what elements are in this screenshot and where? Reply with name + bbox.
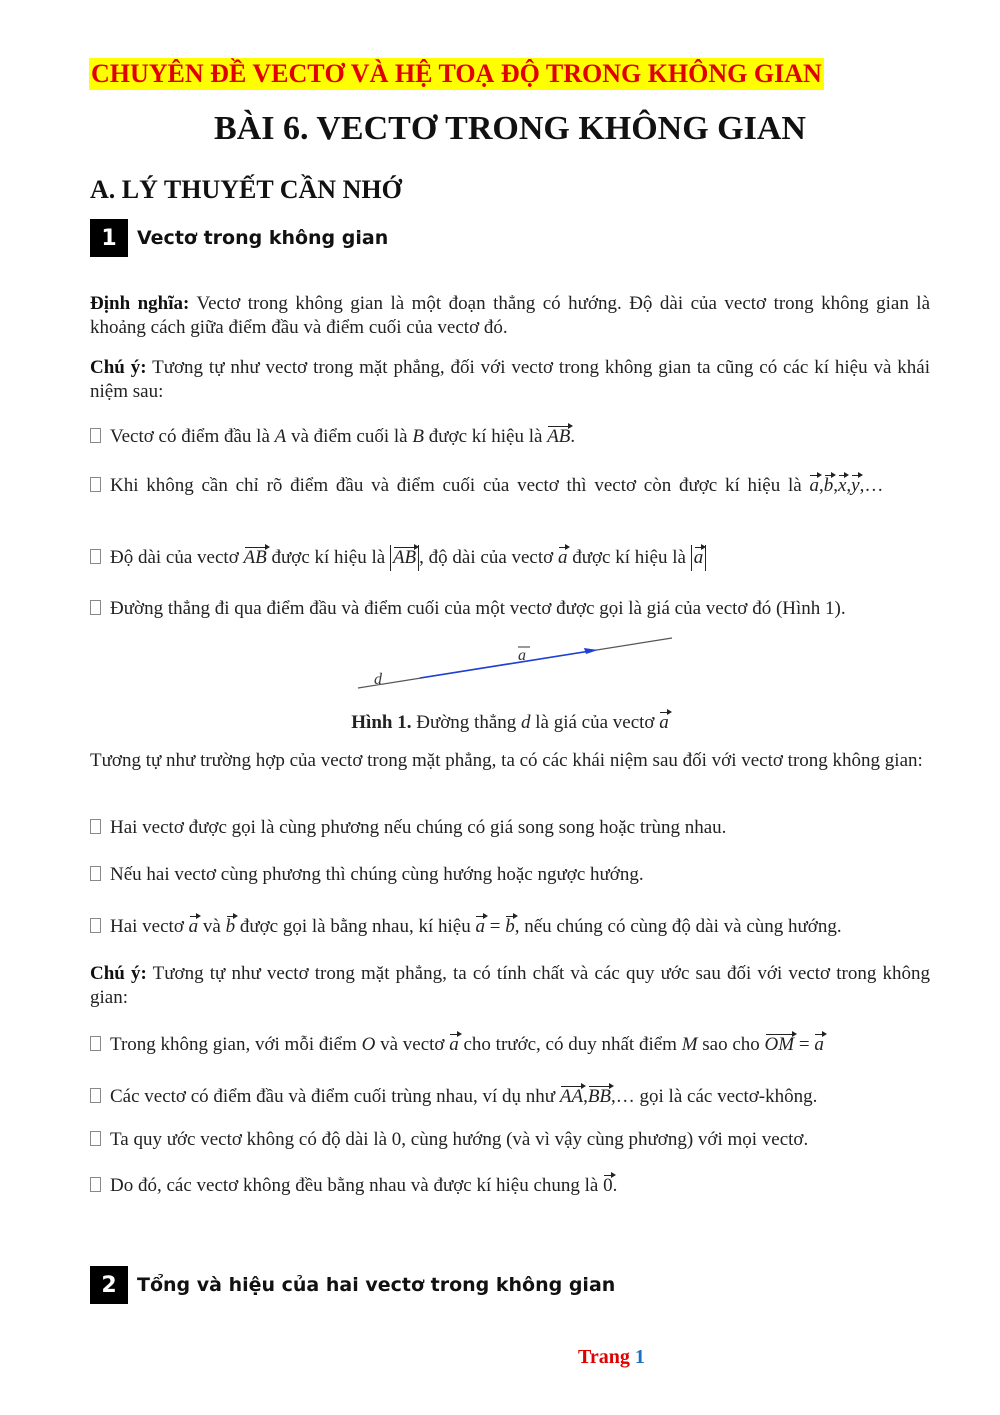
- note-label: Chú ý:: [90, 963, 147, 984]
- checkbox-glyph-icon: [90, 477, 101, 492]
- vector-x: x: [837, 475, 847, 496]
- topic-title: CHUYÊN ĐỀ VECTƠ VÀ HỆ TOẠ ĐỘ TRONG KHÔNG GIAN: [91, 59, 822, 88]
- equals-sign: =: [794, 1034, 815, 1055]
- vector-BB: BB: [587, 1086, 612, 1107]
- note-text: Tương tự như vectơ trong mặt phẳng, ta có tính chất và các quy ước sau đối với vectơ trong không gian:: [90, 963, 931, 1008]
- text: và: [198, 916, 226, 937]
- text: , nếu chúng có cùng độ dài và cùng hướng.: [514, 916, 842, 937]
- page-footer: [578, 1346, 645, 1369]
- vector-a: a: [659, 712, 669, 733]
- equals-sign: =: [484, 916, 506, 937]
- note-paragraph-1: [90, 356, 930, 404]
- text: và điểm cuối là: [286, 426, 413, 447]
- vector-a: a: [693, 547, 704, 568]
- vector-b: b: [823, 475, 834, 496]
- page-label: Trang: [578, 1346, 635, 1368]
- checkbox-glyph-icon: [90, 1036, 101, 1051]
- math-O: O: [361, 1034, 376, 1055]
- label-a: a: [518, 647, 526, 664]
- text: Đường thẳng đi qua điểm đầu và điểm cuối của một vectơ được gọi là giá của vectơ đó (Hình 1).: [110, 598, 846, 619]
- vector-y: y: [851, 475, 860, 496]
- caption-label: Hình 1.: [351, 712, 412, 733]
- vector-AA: AA: [559, 1086, 584, 1107]
- bullet-item: [90, 1173, 935, 1198]
- section-number-badge: 1: [90, 219, 128, 257]
- bullet-item: [90, 1032, 935, 1057]
- figure-1-diagram: [350, 630, 680, 695]
- vector-a: a: [449, 1034, 459, 1055]
- definition-label: Định nghĩa:: [90, 293, 190, 314]
- magnitude-AB: [390, 545, 419, 571]
- text: Các vectơ có điểm đầu và điểm cuối trùng nhau, ví dụ như: [110, 1086, 560, 1107]
- text: .: [612, 1175, 618, 1196]
- checkbox-glyph-icon: [90, 1088, 101, 1103]
- zero-vector: 0: [603, 1175, 613, 1196]
- note-paragraph-2: [90, 962, 930, 1010]
- checkbox-glyph-icon: [90, 549, 101, 564]
- text: Khi không cần chỉ rõ điểm đầu và điểm cuối của vectơ thì vectơ còn được kí hiệu là: [110, 475, 810, 496]
- vector-a: a: [814, 1034, 824, 1055]
- bullet-item: Khi không cần chỉ rõ điểm đầu và điểm cuối của vectơ thì vectơ còn được kí hiệu là a,b,x,y,…: [90, 473, 935, 498]
- bullet-item: [90, 816, 935, 840]
- vector-AB: AB: [547, 426, 571, 447]
- vector-b: b: [225, 916, 236, 937]
- text: Ta quy ước vectơ không có độ dài là 0, cùng hướng (và vì vậy cùng phương) với mọi vectơ.: [110, 1129, 809, 1150]
- bullet-item: [90, 863, 935, 887]
- math-B: B: [412, 426, 424, 447]
- vector-a-shaft: [420, 651, 590, 678]
- text: cho trước, có duy nhất điểm: [458, 1034, 682, 1055]
- section-number-badge: 2: [90, 1266, 128, 1304]
- vector-a: a: [809, 475, 819, 496]
- checkbox-glyph-icon: [90, 600, 101, 615]
- math-A: A: [274, 426, 287, 447]
- page-number: 1: [634, 1346, 645, 1368]
- text: là giá của vectơ: [530, 712, 660, 733]
- text: .: [570, 426, 576, 447]
- section-2-heading: [90, 1266, 615, 1304]
- note-text: Tương tự như vectơ trong mặt phẳng, đối với vectơ trong không gian ta cũng có các kí hiệu và khái niệm sau:: [90, 357, 930, 402]
- bullet-item: [90, 545, 935, 571]
- text: sao cho: [697, 1034, 765, 1055]
- bullet-item: [90, 424, 935, 449]
- text: và vectơ: [375, 1034, 450, 1055]
- section-a-title: A. LÝ THUYẾT CẦN NHỚ: [90, 175, 402, 204]
- vector-b: b: [505, 916, 515, 937]
- bullet-item: [90, 597, 935, 621]
- checkbox-glyph-icon: [90, 1177, 101, 1192]
- text: , độ dài của vectơ: [419, 547, 558, 568]
- text: Hai vectơ được gọi là cùng phương nếu chúng có giá song song hoặc trùng nhau.: [110, 817, 727, 838]
- label-d: d: [374, 671, 382, 688]
- math-d: d: [521, 712, 531, 733]
- section-1-heading: [90, 219, 388, 257]
- vector-OM: OM: [764, 1034, 795, 1055]
- figure-1-caption: [0, 710, 1000, 734]
- math-M: M: [681, 1034, 698, 1055]
- text: được kí hiệu là: [567, 547, 691, 568]
- note-label: Chú ý:: [90, 357, 147, 378]
- section-title: Tổng và hiệu của hai vectơ trong không gian: [137, 1274, 616, 1296]
- checkbox-glyph-icon: [90, 1131, 101, 1146]
- vector-AB: AB: [243, 547, 267, 568]
- text: Nếu hai vectơ cùng phương thì chúng cùng hướng hoặc ngược hướng.: [110, 864, 644, 885]
- vector-a: a: [188, 916, 199, 937]
- text: Hai vectơ: [110, 916, 189, 937]
- bullet-item: Các vectơ có điểm đầu và điểm cuối trùng nhau, ví dụ như AA,BB,… gọi là các vectơ-không.: [90, 1084, 935, 1109]
- checkbox-glyph-icon: [90, 866, 101, 881]
- text: được kí hiệu là: [266, 547, 390, 568]
- text: ,… gọi là các vectơ-không.: [611, 1086, 818, 1107]
- text: ,…: [859, 475, 884, 496]
- text: Trong không gian, với mỗi điểm: [110, 1034, 362, 1055]
- magnitude-a: [691, 545, 707, 571]
- checkbox-glyph-icon: [90, 819, 101, 834]
- text: Độ dài của vectơ: [110, 547, 244, 568]
- definition-paragraph: [90, 292, 930, 340]
- definition-text: Vectơ trong không gian là một đoạn thẳng có hướng. Độ dài của vectơ trong không gian là khoảng cách giữa điểm đầu và điểm cuối của vectơ đó.: [90, 293, 930, 338]
- checkbox-glyph-icon: [90, 918, 101, 933]
- text: Vectơ có điểm đầu là: [110, 426, 275, 447]
- bullet-item: [90, 914, 935, 939]
- section-title: Vectơ trong không gian: [137, 227, 389, 249]
- vector-a-arrowhead: [584, 648, 598, 654]
- lesson-title: BÀI 6. VECTƠ TRONG KHÔNG GIAN: [214, 110, 806, 147]
- bullet-item: [90, 1128, 935, 1152]
- text: Đường thẳng: [411, 712, 521, 733]
- vector-a: a: [475, 916, 485, 937]
- text: được gọi là bằng nhau, kí hiệu: [235, 916, 476, 937]
- vector-AB: AB: [392, 547, 417, 568]
- text: được kí hiệu là: [423, 426, 548, 447]
- text: Do đó, các vectơ không đều bằng nhau và được kí hiệu chung là: [110, 1175, 604, 1196]
- checkbox-glyph-icon: [90, 428, 101, 443]
- paragraph: Tương tự như trường hợp của vectơ trong mặt phẳng, ta có các khái niệm sau đối với vectơ trong không gian:: [90, 750, 923, 771]
- vector-a: a: [557, 547, 568, 568]
